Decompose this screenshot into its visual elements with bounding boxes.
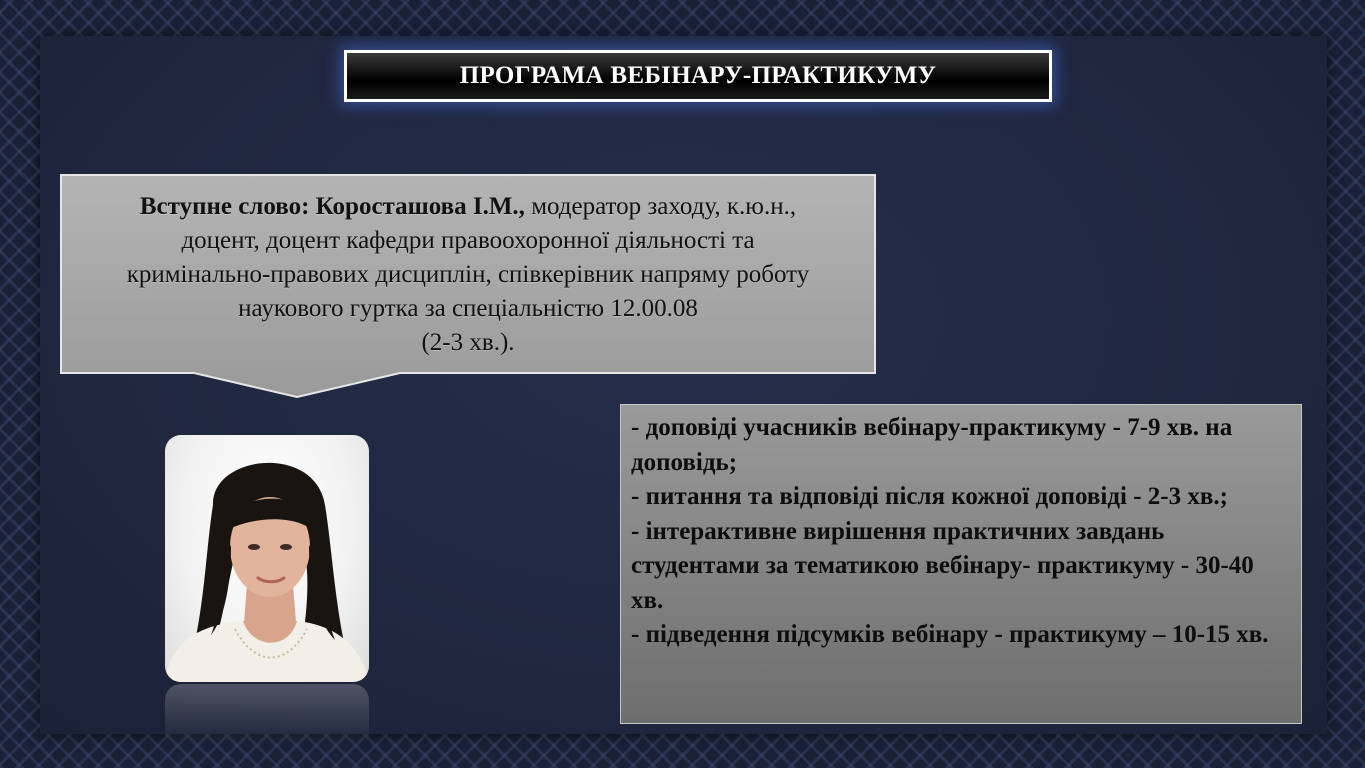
program-item-tasks: - інтерактивне вирішення практичних завдань студентами за тематикою вебінару- практикуму - 30-40 хв. (631, 517, 1254, 614)
intro-callout (60, 174, 876, 398)
title-banner (344, 50, 1052, 102)
program-item-summary: - підведення підсумків вебінару - практикуму – 10-15 хв. (631, 621, 1269, 648)
intro-role: модератор заходу, к.ю.н., (524, 193, 797, 220)
intro-line-2: доцент, доцент кафедри правоохоронної діяльності та (181, 227, 755, 254)
intro-line-4: наукового гуртка за спеціальністю 12.00.08 (238, 295, 698, 322)
program-item-qa: - питання та відповіді після кожної доповіді - 2-3 хв.; (631, 483, 1228, 510)
program-item-talks: - доповіді учасників вебінару-практикуму - 7-9 хв. на доповідь; (631, 414, 1233, 476)
intro-speaker: Вступне слово: Коросташова І.М., (139, 193, 525, 220)
slide-title: ПРОГРАМА ВЕБІНАРУ-ПРАКТИКУМУ (459, 62, 937, 89)
program-list (620, 404, 1302, 724)
intro-line-1 (74, 190, 862, 224)
speaker-photo (165, 435, 369, 682)
speaker-photo-reflection (165, 684, 369, 744)
portrait-illustration (165, 435, 369, 682)
intro-line-3: кримінально-правових дисциплін, співкерівник напряму роботу (126, 261, 810, 288)
intro-duration: (2-3 хв.). (421, 329, 515, 356)
intro-text (74, 190, 862, 360)
